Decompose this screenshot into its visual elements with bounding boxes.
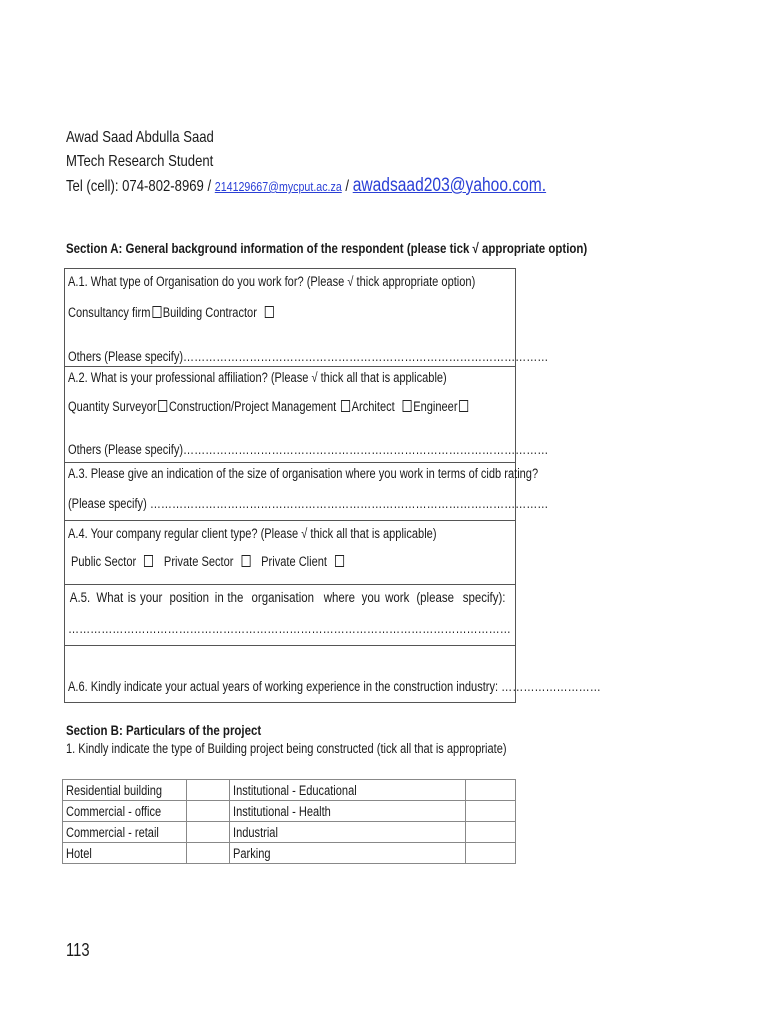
- others-specify[interactable]: Others (Please specify)………………………………………………………………………………………: [68, 349, 549, 364]
- project-type-cell: Commercial - office: [63, 801, 187, 822]
- table-row: [63, 801, 516, 822]
- question-a6-text[interactable]: A.6. Kindly indicate your actual years of working experience in the construction industry: ………………………: [68, 679, 601, 694]
- tick-cell[interactable]: [187, 780, 230, 801]
- checkbox[interactable]: [341, 400, 350, 412]
- question-a3-text: A.3. Please give an indication of the size of organisation where you work in terms of cidb rating?: [68, 466, 539, 481]
- table-row: [63, 843, 516, 864]
- email-link-2[interactable]: awadsaad203@yahoo.com.: [352, 175, 547, 196]
- project-type-cell: Institutional - Educational: [229, 780, 465, 801]
- page-number: 113: [66, 940, 90, 960]
- checkbox[interactable]: [335, 555, 344, 567]
- tel-text: Tel (cell): 074-802-8969 /: [66, 178, 215, 195]
- section-b-question: 1. Kindly indicate the type of Building project being constructed (tick all that is appropriate): [66, 741, 507, 756]
- question-a1: [65, 269, 549, 367]
- email-link-1[interactable]: 214129667@mycput.ac.za: [214, 179, 342, 194]
- table-row: [63, 780, 516, 801]
- checkbox[interactable]: [241, 555, 250, 567]
- checkbox[interactable]: [158, 400, 167, 412]
- question-a4-text: A.4. Your company regular client type? (Please √ thick all that is applicable): [68, 526, 437, 541]
- question-a5: [65, 585, 515, 646]
- question-a3: [65, 463, 549, 521]
- tick-cell[interactable]: [466, 801, 516, 822]
- project-type-cell: Parking: [229, 843, 465, 864]
- table-row: [63, 822, 516, 843]
- tick-cell[interactable]: [466, 843, 516, 864]
- word: specify):: [462, 590, 506, 605]
- position-specify[interactable]: …………………………………………………………………………………………………………: [68, 621, 511, 636]
- question-a6: [65, 646, 601, 703]
- tick-cell[interactable]: [187, 822, 230, 843]
- question-a5-text: [68, 590, 509, 605]
- question-a1-options: Consultancy firm Building Contractor: [68, 305, 275, 320]
- tick-cell[interactable]: [466, 822, 516, 843]
- question-a4-options: Public Sector Private Sector Private Client: [71, 554, 345, 569]
- word: What: [95, 590, 123, 605]
- checkbox[interactable]: [144, 555, 153, 567]
- word: work: [384, 590, 410, 605]
- author-role: MTech Research Student: [66, 153, 214, 170]
- word: your: [139, 590, 163, 605]
- tick-cell[interactable]: [187, 843, 230, 864]
- others-specify[interactable]: Others (Please specify)………………………………………………………………………………………: [68, 442, 549, 457]
- word: where: [323, 590, 356, 605]
- tick-cell[interactable]: [466, 780, 516, 801]
- word: organisation: [251, 590, 315, 605]
- checkbox[interactable]: [459, 400, 468, 412]
- checkbox[interactable]: [265, 306, 274, 318]
- project-type-cell: Residential building: [63, 780, 187, 801]
- word: in: [214, 590, 224, 605]
- project-type-cell: Industrial: [229, 822, 465, 843]
- question-a2-options: Quantity Surveyor Construction/Project Management Architect Engineer: [68, 399, 470, 414]
- size-specify[interactable]: (Please specify) ………………………………………………………………………………………………: [68, 496, 549, 511]
- question-a2: [65, 367, 549, 463]
- question-a1-text: A.1. What type of Organisation do you work for? (Please √ thick appropriate option): [68, 274, 476, 289]
- section-b-title: Section B: Particulars of the project: [66, 722, 262, 738]
- project-type-cell: Institutional - Health: [229, 801, 465, 822]
- header-block: [66, 126, 651, 198]
- project-type-cell: Commercial - retail: [63, 822, 187, 843]
- project-type-table: [62, 779, 516, 864]
- section-a-title: Section A: General background information of the respondent (please tick √ appropriate option): [66, 240, 588, 256]
- word: position: [169, 590, 209, 605]
- section-a-box: [64, 268, 601, 703]
- separator: /: [341, 178, 353, 195]
- project-type-cell: Hotel: [63, 843, 187, 864]
- word: A.5.: [69, 590, 91, 605]
- word: the: [227, 590, 244, 605]
- question-a4: [65, 521, 515, 585]
- word: you: [361, 590, 380, 605]
- tick-cell[interactable]: [187, 801, 230, 822]
- question-a2-text: A.2. What is your professional affiliation? (Please √ thick all that is applicable): [68, 370, 447, 385]
- checkbox[interactable]: [403, 400, 412, 412]
- word: (please: [416, 590, 454, 605]
- checkbox[interactable]: [152, 306, 161, 318]
- contact-line: [66, 174, 546, 199]
- author-name: Awad Saad Abdulla Saad: [66, 129, 214, 146]
- word: is: [127, 590, 136, 605]
